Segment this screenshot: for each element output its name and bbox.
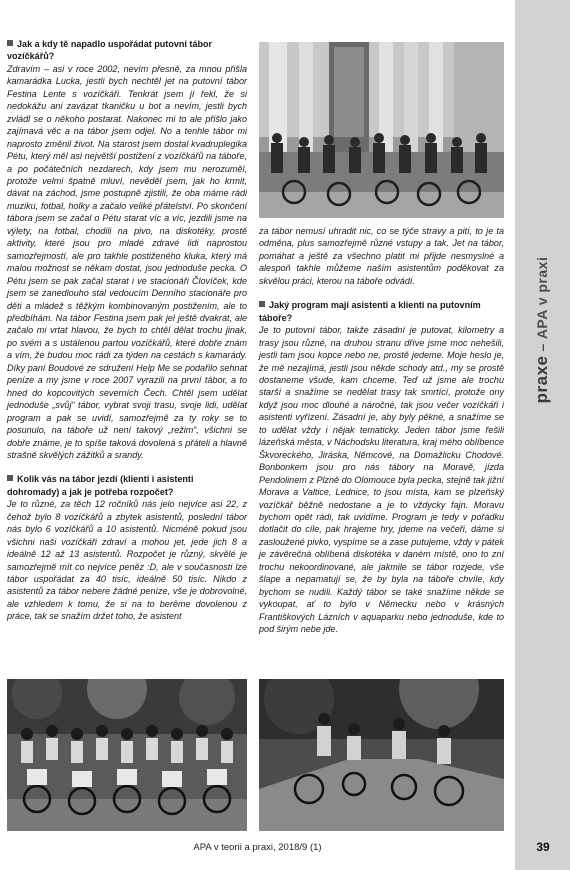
- page-number: 39: [536, 840, 550, 854]
- section-side-tab: [515, 0, 570, 870]
- bullet-square-icon: [259, 301, 265, 307]
- journal-section-name: APA v praxi: [534, 256, 550, 340]
- right-text-column: [259, 225, 504, 636]
- answer-2-continued: za tábor nemusí uhradit nic, co se týče stravy a pití, to je ta odměna, plus samozřejmě různé vstupy a tak. Jet na tábor, pomáhat a ještě za všechno platit mi přijde nesmyslné a alespoň takhle můžeme naším asistentům poděkovat za skvělou práci, kterou na táboře odvádí.: [259, 226, 504, 286]
- paragraph-gap: [7, 461, 247, 473]
- answer-3: Je to putovní tábor, takže zásadní je putovat, kilometry a trasy jsou různé, na druhou stranu dříve jsme moc nehešili, jestli tam jsou kopce nebo ne, prostě jedeme. Moje heslo je, že mě nezajímá, jestli jsou někde schody atd., my se prostě dostaneme všude, kam chceme. Teď už jsme ale trochu starší a snažíme se nedělat trasy tak smrtící, protože ony když jsou moc dlouhé a náročné, tak jsou večer vozíčkáři i asistenti vyřízení. Zásadní je, aby byly pěkné, a snažíme se to udělat vždy i nějak tematicky. Jeden tábor jsme řešili lázeňská města, v Náchodsku literatura, kraj mého oblíbence Škvoreckého, Jiráska, Němcové, na Domažlicku Chodové. Bonbonkem jsou pro nás tábory na Moravě, jízda Pendolinem z Plzně do Olomouce byla pecka, stejně tak jižní Morava a Valtice, Lednice, to jsou místa, kam se plzeňský vozíčkář běžně nedostane a je to vždycky fajn. Moravu bychom opět rádi, tak uvidíme. Program je tedy v pořádku dotlačit do cíle, pak hrajeme hry, jdeme na večeři, dáme si zasloužené pivko, vyspíme se a zase putujeme, vždy v pátek je závěrečná oblíbená diskotéka v daném místě, ono to zní trochu nekoordinované, ale jakmile se tábor rozjede, vše šlape a nepamatují se, že by byla na táboře chvíle, kdy bychom se nudili. Každý tábor se také snažíme někde se vykoupat, ať to bylo v Německu nebo v krásných Františkových Lázních v aquaparku nebo jednoduše, kde to pod širým nebe jde.: [259, 325, 504, 635]
- bullet-square-icon: [7, 475, 13, 481]
- section-name: praxe: [532, 355, 551, 404]
- group-photo-colonnade: [259, 42, 504, 218]
- journal-citation: APA v teorii a praxi, 2018/9 (1): [193, 842, 322, 853]
- question-2: [7, 473, 247, 498]
- paragraph-gap: [259, 287, 504, 299]
- question-1-text: Jak a kdy tě napadlo uspořádat putovní tábor vozíčkářů?: [7, 39, 213, 62]
- section-side-label: [532, 257, 552, 404]
- question-1: [7, 38, 247, 63]
- left-text-column: [7, 38, 247, 623]
- question-3: [259, 299, 504, 324]
- question-3-text: Jaký program mají asistenti a klienti na putovním táboře?: [259, 300, 481, 323]
- answer-2: Je to různé, za těch 12 ročníků nás jelo nejvíce asi 22, z čehož bylo 8 vozíčkářů a zbytek asistentů, poslední tábor nás bylo 6 vozíčkářů a 10 asistentů. Nicméně pokud jsou všichni naši vozíčkáři zdraví a mohou jet, jede jich 8 a ideálně 12 až 13 asistentů. Rozpočet je různý, skvělé je samozřejmě mít co nejvíce peněz :D, ale v současnosti lze tábor uspořádat za 40 tisíc, ideálně 50 tisíc. Nikdo z asistentů za tábor nebere žádné peníze, vše je dobrovolné, ale vzhledem k tomu, že si na to berême dovolenou z práce, tak se snažím držet toho, že asistent: [7, 499, 247, 622]
- wheelchair-path-photo: [259, 679, 504, 831]
- group-photo-forest: [7, 679, 247, 831]
- bullet-square-icon: [7, 40, 13, 46]
- section-dash: –: [534, 343, 550, 352]
- answer-1: Zdravím – asi v roce 2002, nevím přesně, za mnou přišla kamarádka Lucka, jestli bych nechtěl jet na putovní tábor Festina Lente s vozíčkáři. Tenkrát jsem jí řekl, že si nedokážu ani zavázat tkaničku u bot a nevím, jestli bych zvládl se o někoho postarat. Nakonec mi to ale přišlo jako zajímavá věc a na tábor jsem odjel. No a tenhle tábor mi naprosto změnil život. Na starost jsem dostal kvadruplegika Pétu, který měl asi největší postižení z vozíčkářů na táboře, a po počátečních nezdarech, kdy jsem mu nerozuměl, protože velmi špatně mluví, nevěděl jsem, jak ho krmit, dávat na záchod, jsme postupně zjistili, že oba máme rádi muziku, fotbal, holky a začalo veliké přátelství. Po skončení tábora jsem se začal o Pétu starat víc a víc, jezdili jsme na výlety, na fotbal, chodili na pivo, na diskotéky, prostě aktivity, které jsou pro mladé zdravé lidi naprostou samozřejmostí, ale pro takhle postiženého kluka, který má malou možnost se někam dostat, jsou jednoduše pecka. O Pétu jsem se pak začal starat i ve stacionáři Človíček, kde jsem se zanedlouho stal vedoucím Denního stacionáře pro děti a mládež s těžkým kombinovaným postižením, ale to předbíhám. Na tábor Festina jsem pak jel ještě dvakrát, ale začalo mi vrtat hlavou, že bych to chtěl dělat trochu jinak, po svém a s ustálenou partou vozíčkářů, které dobře znám a vím, že budou moc rádi za týden na cestách s kamarády. Díky paní Boudové ze sdružení Help Me se podařilo sehnat peníze a my jsme v roce 2007 vyrazili na první tábor, a to hned do kopcovitých severních Čech. Chtěl jsem udělat jednoduše „svůj“ tábor, vybrat svoji trasu, svoje lidi, udělat program a pak se uvidí, samozřejmě za ty roky se to posunulo, na táboře už není takový „režim“, všichni se dobře známe, je to spíše taková dovolená s přáteli a hlavně strašně skvělých zážitků a srandy.: [7, 63, 247, 460]
- question-2-text: Kolik vás na tábor jezdí (klienti i asistenti dohromady) a jak je potřeba rozpočet?: [7, 474, 194, 497]
